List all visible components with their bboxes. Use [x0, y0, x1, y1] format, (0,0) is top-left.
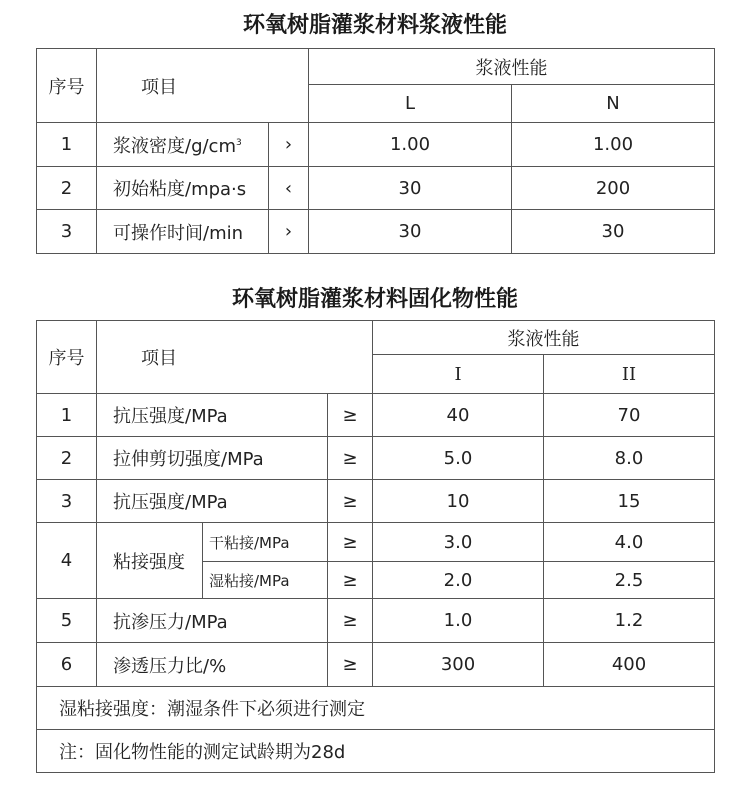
row-no: 4 [37, 523, 97, 599]
row-no: 5 [37, 599, 97, 643]
header-group: 浆液性能 [373, 321, 715, 355]
row-subitem: 干粘接/MPa [203, 523, 328, 562]
header-col-n: N [512, 85, 715, 123]
row-value-n: 200 [512, 167, 715, 210]
row-no: 3 [37, 480, 97, 523]
row-symbol: ≥ [328, 394, 373, 437]
row-no: 1 [37, 123, 97, 167]
row-item: 抗压强度/MPa [97, 480, 328, 523]
header-group: 浆液性能 [309, 49, 715, 85]
row-value-n: 1.00 [512, 123, 715, 167]
row-value-i: 10 [373, 480, 544, 523]
table-row [37, 437, 715, 480]
row-item [97, 123, 269, 167]
row-value-ii: 15 [544, 480, 715, 523]
row-symbol: ≥ [328, 599, 373, 643]
header-col-ii: II [544, 355, 715, 394]
row-value-i: 1.0 [373, 599, 544, 643]
row-no: 2 [37, 167, 97, 210]
row-no: 3 [37, 210, 97, 254]
note-wet-bond: 湿粘接强度：潮湿条件下必须进行测定 [37, 687, 715, 730]
row-item: 粘接强度 [97, 523, 203, 599]
row-value-i: 3.0 [373, 523, 544, 562]
cured-properties-table [36, 320, 715, 773]
row-value-ii: 4.0 [544, 523, 715, 562]
grout-properties-table [36, 48, 715, 254]
row-value-i: 2.0 [373, 562, 544, 599]
row-symbol: ≥ [328, 562, 373, 599]
row-value-l: 30 [309, 210, 512, 254]
row-item: 抗渗压力/MPa [97, 599, 328, 643]
row-symbol: › [269, 123, 309, 167]
note-curing-age: 注：固化物性能的测定试龄期为28d [37, 730, 715, 773]
table2-title: 环氧树脂灌浆材料固化物性能 [231, 287, 518, 312]
row-value-ii: 400 [544, 643, 715, 687]
row-value-i: 5.0 [373, 437, 544, 480]
table-row [37, 394, 715, 437]
header-item: 项目 [97, 321, 373, 394]
row-value-l: 1.00 [309, 123, 512, 167]
header-col-l: L [309, 85, 512, 123]
row-value-ii: 2.5 [544, 562, 715, 599]
row-item: 抗压强度/MPa [97, 394, 328, 437]
row-symbol: ≥ [328, 643, 373, 687]
table-row [37, 523, 715, 562]
row-value-ii: 1.2 [544, 599, 715, 643]
table-row [37, 210, 715, 254]
header-no: 序号 [37, 321, 97, 394]
row-no: 2 [37, 437, 97, 480]
header-item: 项目 [97, 49, 309, 123]
table1-title: 环氧树脂灌浆材料浆液性能 [242, 13, 507, 38]
row-symbol: ‹ [269, 167, 309, 210]
row-item-sup: 3 [236, 137, 242, 148]
table-row [37, 599, 715, 643]
row-symbol: ≥ [328, 523, 373, 562]
row-item-text: 浆液密度/g/cm [113, 135, 236, 157]
row-symbol: ≥ [328, 437, 373, 480]
row-value-ii: 70 [544, 394, 715, 437]
row-no: 6 [37, 643, 97, 687]
row-symbol: › [269, 210, 309, 254]
row-item: 初始粘度/mpa·s [97, 167, 269, 210]
table-row [37, 643, 715, 687]
row-item: 拉伸剪切强度/MPa [97, 437, 328, 480]
row-item: 可操作时间/min [97, 210, 269, 254]
row-value-i: 40 [373, 394, 544, 437]
table-row [37, 480, 715, 523]
table-row [37, 123, 715, 167]
row-subitem: 湿粘接/MPa [203, 562, 328, 599]
row-value-i: 300 [373, 643, 544, 687]
table-row [37, 167, 715, 210]
row-value-n: 30 [512, 210, 715, 254]
row-symbol: ≥ [328, 480, 373, 523]
header-no: 序号 [37, 49, 97, 123]
row-item: 渗透压力比/% [97, 643, 328, 687]
row-value-l: 30 [309, 167, 512, 210]
row-no: 1 [37, 394, 97, 437]
header-col-i: I [373, 355, 544, 394]
row-value-ii: 8.0 [544, 437, 715, 480]
